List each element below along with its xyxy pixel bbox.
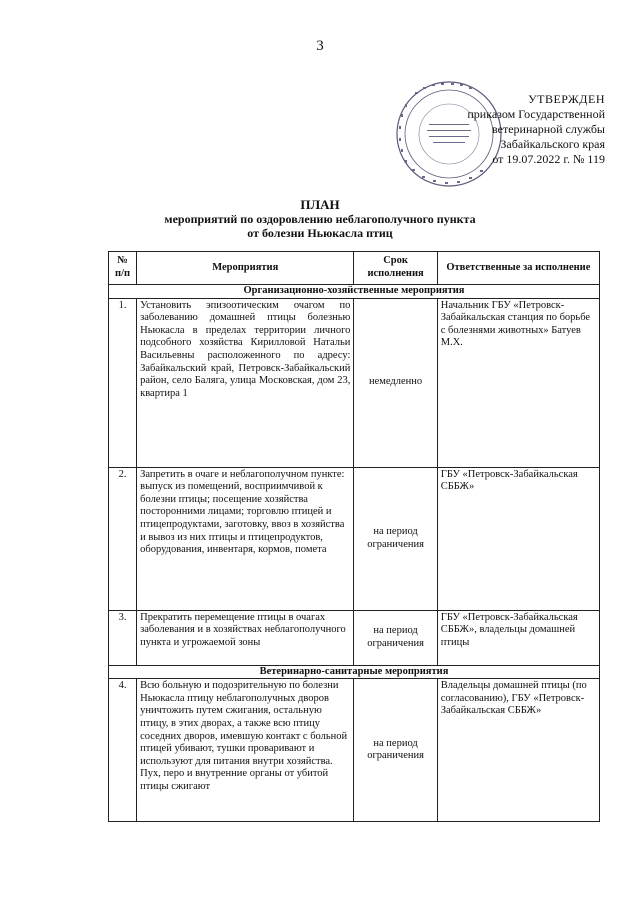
header-responsible: Ответственные за исполнение (437, 252, 599, 285)
section-title: Ветеринарно-санитарные мероприятия (109, 665, 600, 679)
row-deadline: на период ограничения (354, 467, 437, 610)
row-num: 4. (109, 679, 137, 822)
page-number: 3 (316, 38, 324, 54)
subtitle-line-1: мероприятий по оздоровлению неблагополучного пункта (164, 212, 476, 226)
header-deadline: Срок исполнения (354, 252, 437, 285)
table-header-row (109, 252, 600, 285)
row-activity: Всю больную и подозрительную по болезни Ньюкасла птицу неблагополучных дворов уничтожить путем сжигания, остальную птицу, в этих дворах, а также всю птицу соседних дворов, имевшую контакт с больной птицей убивают, тушки проваривают и используют для питания внутри хозяйства. Пух, перо и внутренние органы от убитой птицы сжигают (137, 679, 354, 822)
row-deadline: на период ограничения (354, 610, 437, 665)
approval-line-1: УТВЕРЖДЕН (528, 92, 605, 106)
section-title: Организационно-хозяйственные мероприятия (109, 285, 600, 299)
approval-line-3: ветеринарной службы (492, 122, 605, 136)
table-row (109, 679, 600, 822)
row-responsible: ГБУ «Петровск-Забайкальская СББЖ» (437, 467, 599, 610)
row-num: 2. (109, 467, 137, 610)
header-activity: Мероприятия (137, 252, 354, 285)
table-row (109, 467, 600, 610)
row-activity: Прекратить перемещение птицы в очагах заболевания и в хозяйствах неблагополучного пункта и угрожаемой зоны (137, 610, 354, 665)
subtitle-line-2: от болезни Ньюкасла птиц (247, 226, 393, 240)
header-num: № п/п (109, 252, 137, 285)
row-responsible: Владельцы домашней птицы (по согласованию), ГБУ «Петровск-Забайкальская СББЖ» (437, 679, 599, 822)
plan-table (108, 251, 600, 822)
approval-line-5: от 19.07.2022 г. № 119 (492, 152, 605, 166)
row-responsible: Начальник ГБУ «Петровск-Забайкальская станция по борьбе с болезнями животных» Батуев М.Х. (437, 298, 599, 467)
row-num: 3. (109, 610, 137, 665)
row-num: 1. (109, 298, 137, 467)
row-deadline: на период ограничения (354, 679, 437, 822)
document-title: ПЛАН (300, 197, 340, 212)
approval-line-2: приказом Государственной (467, 107, 605, 121)
approval-line-4: Забайкальского края (500, 137, 605, 151)
table-row (109, 298, 600, 467)
table-row (109, 610, 600, 665)
approval-stamp-text (430, 92, 605, 167)
document-subtitle (0, 212, 640, 240)
row-deadline: немедленно (354, 298, 437, 467)
section-row-organizational (109, 285, 600, 299)
section-row-sanitary (109, 665, 600, 679)
row-activity: Установить эпизоотическим очагом по заболеванию домашней птицы болезнью Ньюкасла в пределах территории личного подсобного хозяйства Кирилловой Натальи Васильевны расположенного по адресу: Забайкальский край, Петровск-Забайкальский район, село Баляга, улица Московская, дом 23, квартира 1 (137, 298, 354, 467)
row-activity: Запретить в очаге и неблагополучном пункте: выпуск из помещений, восприимчивой к болезни птицы; посещение хозяйства посторонними лицами; торговлю птицей и птицепродуктами, заготовку, ввоз в хозяйства и вывоз из них птицы и птицепродуктов, оборудования, инвентаря, кормов, помета (137, 467, 354, 610)
row-responsible: ГБУ «Петровск-Забайкальская СББЖ», владельцы домашней птицы (437, 610, 599, 665)
